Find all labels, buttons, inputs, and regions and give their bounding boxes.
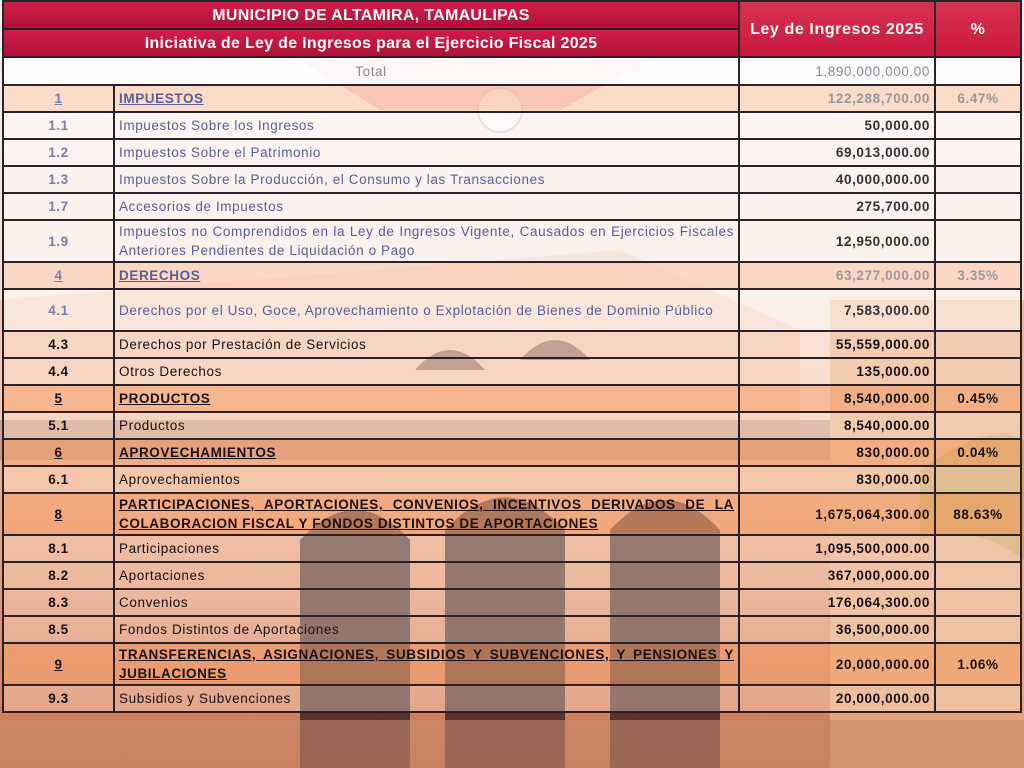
row-amount: 50,000.00: [739, 112, 935, 139]
row-name: DERECHOS: [114, 262, 739, 289]
row-percent: [935, 562, 1021, 589]
row-name: Convenios: [114, 589, 739, 616]
row-percent: [935, 166, 1021, 193]
table-row-category: [3, 493, 1021, 535]
row-percent: [935, 220, 1021, 262]
row-code: 1.3: [3, 166, 114, 193]
row-amount: 69,013,000.00: [739, 139, 935, 166]
row-amount: 12,950,000.00: [739, 220, 935, 262]
row-percent: [935, 535, 1021, 562]
row-percent: [935, 289, 1021, 331]
row-code: 8.5: [3, 616, 114, 643]
table-row-category: [3, 643, 1021, 685]
row-code: 6.1: [3, 466, 114, 493]
row-name: Accesorios de Impuestos: [114, 193, 739, 220]
row-code: 1.7: [3, 193, 114, 220]
row-code: 8.2: [3, 562, 114, 589]
table-row: [3, 685, 1021, 712]
row-amount: 1,095,500,000.00: [739, 535, 935, 562]
table-body: [3, 85, 1021, 712]
table-row: [3, 358, 1021, 385]
table-row-category: [3, 385, 1021, 412]
row-name: Otros Derechos: [114, 358, 739, 385]
row-amount: 135,000.00: [739, 358, 935, 385]
row-name: Impuestos Sobre el Patrimonio: [114, 139, 739, 166]
row-amount: 1,675,064,300.00: [739, 493, 935, 535]
row-percent: [935, 466, 1021, 493]
row-percent: [935, 112, 1021, 139]
row-name: Aportaciones: [114, 562, 739, 589]
table-row-category: [3, 262, 1021, 289]
row-amount: 55,559,000.00: [739, 331, 935, 358]
row-name: IMPUESTOS: [114, 85, 739, 112]
total-amount: 1,890,000,000.00: [739, 57, 935, 85]
row-percent: 0.45%: [935, 385, 1021, 412]
column-header-percent: %: [935, 1, 1021, 57]
row-code: 9.3: [3, 685, 114, 712]
row-percent: [935, 193, 1021, 220]
row-amount: 63,277,000.00: [739, 262, 935, 289]
table-row-category: [3, 439, 1021, 466]
row-amount: 36,500,000.00: [739, 616, 935, 643]
row-percent: [935, 139, 1021, 166]
table-subtitle: Iniciativa de Ley de Ingresos para el Ejercicio Fiscal 2025: [3, 29, 739, 57]
table-row: [3, 166, 1021, 193]
row-name: Impuestos no Comprendidos en la Ley de Ingresos Vigente, Causados en Ejercicios Fiscales Anteriores Pendientes de Liquidación o Pago: [114, 220, 739, 262]
row-amount: 830,000.00: [739, 466, 935, 493]
table-title: MUNICIPIO DE ALTAMIRA, TAMAULIPAS: [3, 1, 739, 29]
row-amount: 40,000,000.00: [739, 166, 935, 193]
table-row: [3, 535, 1021, 562]
row-code: 8: [3, 493, 114, 535]
row-amount: 122,288,700.00: [739, 85, 935, 112]
revenue-table: [2, 0, 1022, 713]
row-code: 4.4: [3, 358, 114, 385]
row-name: Impuestos Sobre la Producción, el Consumo y las Transacciones: [114, 166, 739, 193]
row-name: Derechos por el Uso, Goce, Aprovechamiento o Explotación de Bienes de Dominio Público: [114, 289, 739, 331]
row-amount: 20,000,000.00: [739, 643, 935, 685]
row-percent: [935, 685, 1021, 712]
table-row-category: [3, 85, 1021, 112]
table-row: [3, 331, 1021, 358]
table-row: [3, 193, 1021, 220]
row-percent: [935, 331, 1021, 358]
row-name: Participaciones: [114, 535, 739, 562]
row-code: 8.1: [3, 535, 114, 562]
table-row: [3, 112, 1021, 139]
row-percent: 6.47%: [935, 85, 1021, 112]
table-row: [3, 139, 1021, 166]
row-code: 5.1: [3, 412, 114, 439]
row-name: PRODUCTOS: [114, 385, 739, 412]
table-row: [3, 562, 1021, 589]
total-percent: [935, 57, 1021, 85]
row-percent: [935, 616, 1021, 643]
row-code: 1.9: [3, 220, 114, 262]
row-name: Aprovechamientos: [114, 466, 739, 493]
row-name: TRANSFERENCIAS, ASIGNACIONES, SUBSIDIOS Y SUBVENCIONES, Y PENSIONES Y JUBILACIONES: [114, 643, 739, 685]
row-code: 1.2: [3, 139, 114, 166]
row-percent: 0.04%: [935, 439, 1021, 466]
row-amount: 830,000.00: [739, 439, 935, 466]
table-row: [3, 289, 1021, 331]
row-amount: 8,540,000.00: [739, 412, 935, 439]
row-code: 9: [3, 643, 114, 685]
row-percent: 1.06%: [935, 643, 1021, 685]
row-amount: 367,000,000.00: [739, 562, 935, 589]
row-name: Derechos por Prestación de Servicios: [114, 331, 739, 358]
row-name: Impuestos Sobre los Ingresos: [114, 112, 739, 139]
row-amount: 7,583,000.00: [739, 289, 935, 331]
row-amount: 275,700.00: [739, 193, 935, 220]
row-percent: [935, 589, 1021, 616]
total-row: [3, 57, 1021, 85]
row-code: 1: [3, 85, 114, 112]
row-name: APROVECHAMIENTOS: [114, 439, 739, 466]
table-row: [3, 589, 1021, 616]
row-amount: 20,000,000.00: [739, 685, 935, 712]
row-amount: 8,540,000.00: [739, 385, 935, 412]
row-code: 6: [3, 439, 114, 466]
row-code: 4.3: [3, 331, 114, 358]
row-percent: 3.35%: [935, 262, 1021, 289]
row-code: 5: [3, 385, 114, 412]
table-row: [3, 220, 1021, 262]
row-amount: 176,064,300.00: [739, 589, 935, 616]
table-row: [3, 466, 1021, 493]
column-header-amount: Ley de Ingresos 2025: [739, 1, 935, 57]
row-name: PARTICIPACIONES, APORTACIONES, CONVENIOS, INCENTIVOS DERIVADOS DE LA COLABORACION FISCAL Y FONDOS DISTINTOS DE APORTACIONES: [114, 493, 739, 535]
table-row: [3, 412, 1021, 439]
row-name: Fondos Distintos de Aportaciones: [114, 616, 739, 643]
row-percent: [935, 412, 1021, 439]
row-code: 1.1: [3, 112, 114, 139]
row-percent: 88.63%: [935, 493, 1021, 535]
row-name: Productos: [114, 412, 739, 439]
total-label: Total: [3, 57, 739, 85]
table-row: [3, 616, 1021, 643]
row-code: 4: [3, 262, 114, 289]
row-code: 8.3: [3, 589, 114, 616]
row-code: 4.1: [3, 289, 114, 331]
row-name: Subsidios y Subvenciones: [114, 685, 739, 712]
header-row: [3, 1, 1021, 29]
row-percent: [935, 358, 1021, 385]
